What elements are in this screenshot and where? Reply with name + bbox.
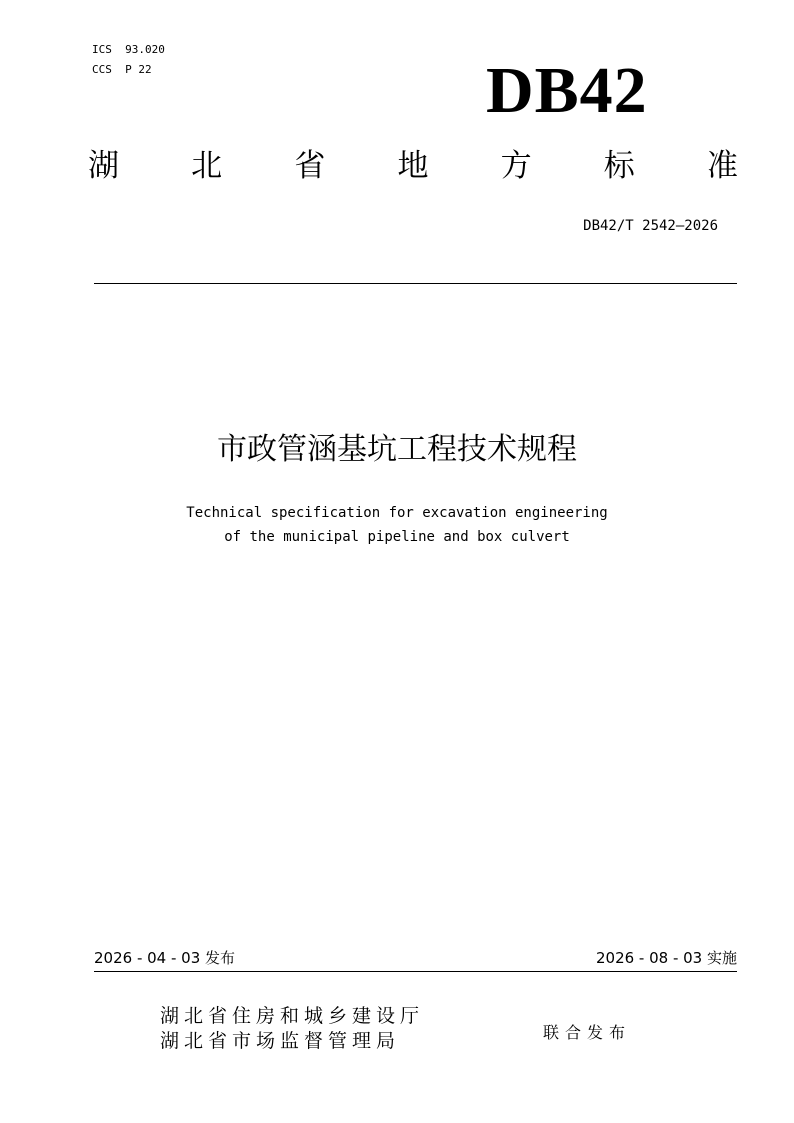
joint-release-label: 联合发布: [543, 1023, 632, 1042]
implementation-date: 2026 - 08 - 03 实施: [595, 949, 737, 967]
issue-date: 2026 - 04 - 03 发布: [94, 949, 236, 967]
title-chinese: 市政管涵基坑工程技术规程: [217, 432, 577, 467]
issuer-market-regulation: 湖北省市场监督管理局: [160, 1030, 401, 1052]
title-english: [0, 501, 794, 549]
org-title-char: 标: [603, 148, 635, 184]
org-title-char: 省: [294, 148, 326, 184]
org-title-char: 北: [191, 148, 223, 184]
classification-codes: [92, 40, 165, 80]
issuer-housing-dept: 湖北省住房和城乡建设厅: [160, 1005, 425, 1027]
top-divider: [94, 283, 737, 284]
standard-number: DB42/T 2542—2026: [583, 218, 718, 234]
org-title-char: 湖: [88, 148, 119, 184]
ics-code: ICS 93.020: [92, 43, 165, 56]
title-english-line1: Technical specification for excavation engineering: [186, 505, 608, 521]
org-title-char: 准: [706, 148, 738, 184]
bottom-divider: [94, 971, 737, 972]
org-title-char: 方: [500, 148, 532, 184]
org-title: [88, 148, 738, 184]
org-title-char: 地: [397, 148, 429, 184]
issuing-organizations: [160, 1004, 424, 1054]
db-logo: DB42: [486, 54, 648, 127]
ccs-code: CCS P 22: [92, 63, 152, 76]
title-english-line2: of the municipal pipeline and box culvert: [224, 529, 570, 545]
